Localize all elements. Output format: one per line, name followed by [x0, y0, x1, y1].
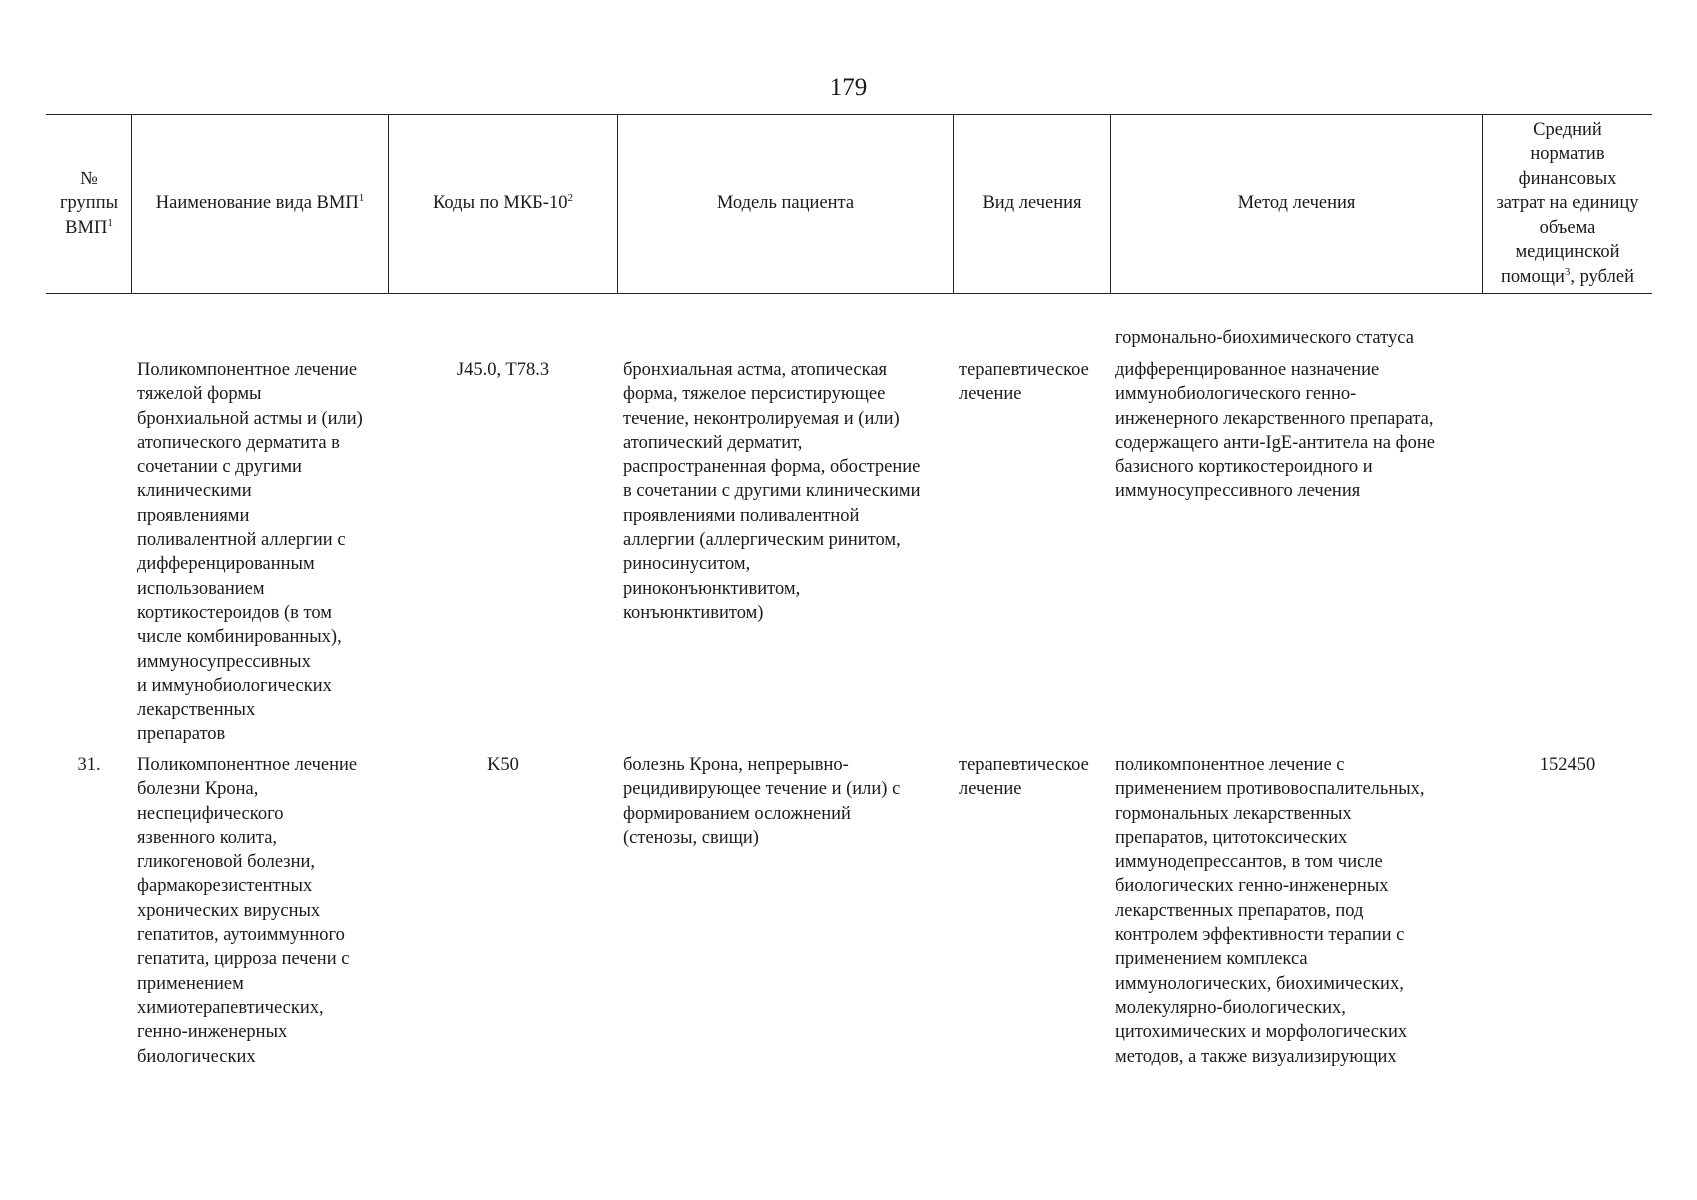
row-asthma-model: бронхиальная астма, атопическая форма, тяжелое персистирующее течение, неконтролируемая и (или) атопический дерматит, распространенная форма, обострение в сочетании с другими клиническими проявлениями поливалентной аллергии (аллергическим ринитом, риносинуситом, риноконъюнктивитом, конъюнктивитом): [623, 360, 921, 623]
table-header-rule: [46, 293, 1652, 294]
row-31-group-number: 31.: [77, 755, 101, 775]
row-asthma-name: Поликомпонентное лечение тяжелой формы бронхиальной астмы и (или) атопического дерматита в сочетании с другими клиническими проявлениями поливалентной аллергии с дифференцированным использованием кортикостероидов (в том числе комбинированных), иммуносупрессивных и иммунобиологических лекарственных препаратов: [137, 360, 363, 745]
header-average-cost: Средний норматив финансовых затрат на единицу объема медицинской помощи$^3$, рублей: [1496, 119, 1639, 287]
row-31-model: болезнь Крона, непрерывно- рецидивирующее течение и (или) с формированием осложнений (стенозы, свищи): [623, 755, 901, 848]
row-asthma-type: терапевтическое лечение: [959, 360, 1089, 405]
header-treatment-type: Вид лечения: [982, 193, 1082, 214]
header-patient-model: Модель пациента: [716, 193, 855, 214]
row-31-type: терапевтическое лечение: [959, 755, 1089, 800]
row-asthma-codes: J45.0, T78.3: [456, 360, 550, 380]
header-group-number: № группы ВМП$^1$: [59, 168, 119, 238]
header-treatment-method: Метод лечения: [1237, 193, 1356, 214]
header-vmp-name: Наименование вида ВМП$^1$: [155, 192, 365, 214]
row-31-cost: 152450: [1539, 755, 1596, 775]
row-31-method: поликомпонентное лечение с применением противовоспалительных, гормональных лекарственных препаратов, цитотоксических иммунодепрессантов, в том числе биологических генно-инженерных лекарственных препаратов, под контролем эффективности терапии с применением комплекса иммунологических, биохимических, молекулярно-биологических, цитохимических и морфологических методов, а также визуализирующих: [1115, 755, 1425, 1067]
method-continuation: гормонально-биохимического статуса: [1115, 328, 1414, 348]
row-31-name: Поликомпонентное лечение болезни Крона, неспецифического язвенного колита, гликогеновой болезни, фармакорезистентных хронических вирусных гепатитов, аутоиммунного гепатита, цирроза печени с применением химиотерапевтических, генно-инженерных биологических: [137, 755, 358, 1067]
header-icd-codes: Коды по МКБ-$10^2$: [433, 192, 573, 214]
page-number: 179: [829, 74, 868, 101]
row-31-codes: K50: [487, 755, 519, 775]
row-asthma-method: дифференцированное назначение иммунобиологического генно- инженерного лекарственного препарата, содержащего анти-IgE-антитела на фоне базисного кортикостероидного и иммуносупрессивного лечения: [1115, 360, 1435, 502]
